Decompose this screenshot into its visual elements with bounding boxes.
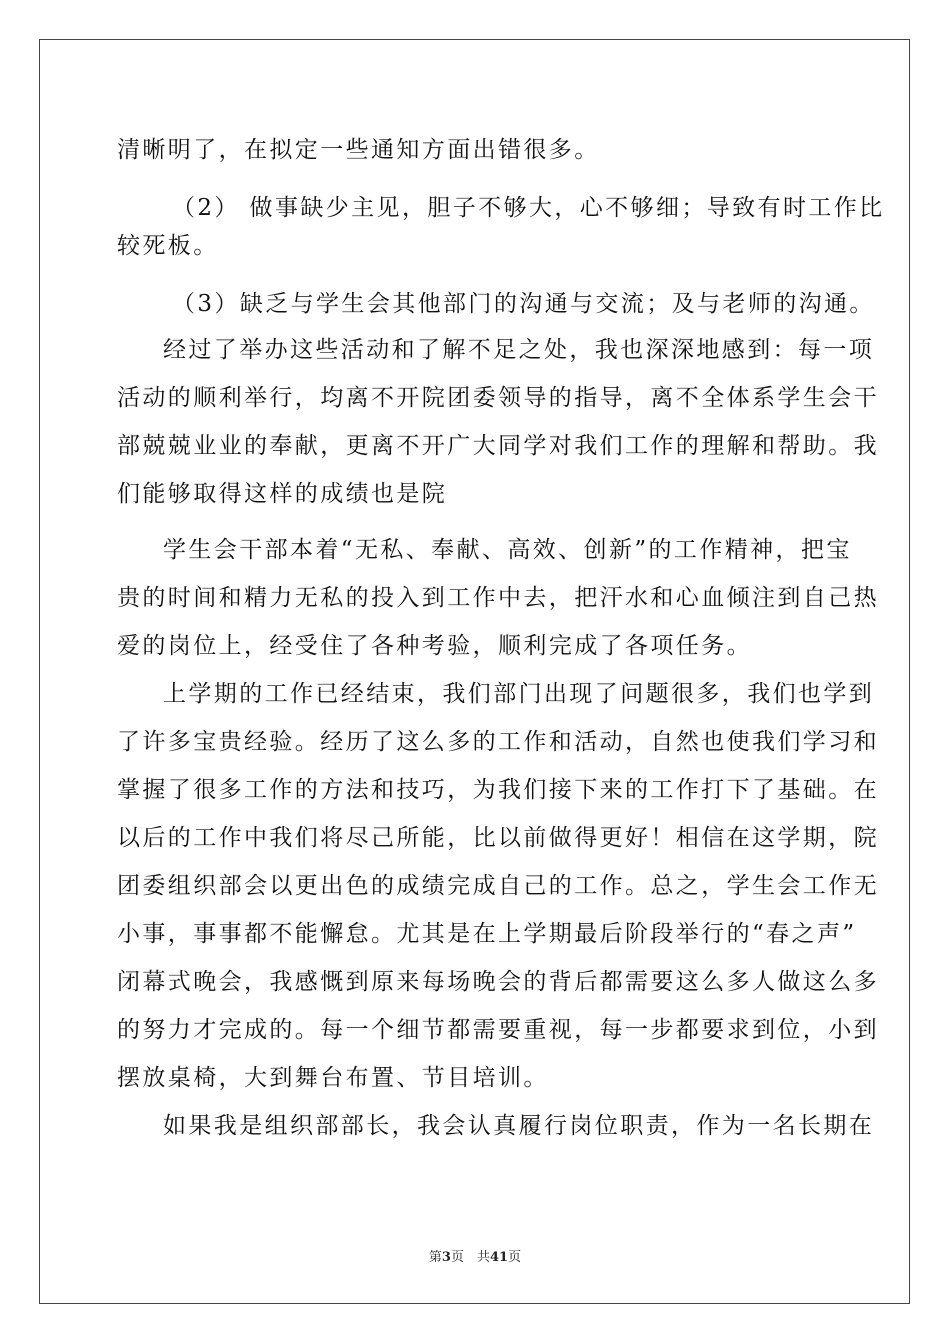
text-line: 了许多宝贵经验。经历了这么多的工作和活动，自然也使我们学习和 — [117, 729, 879, 755]
text-line: 如果我是组织部部长，我会认真履行岗位职责，作为一名长期在 — [163, 1113, 875, 1139]
text-line: 掌握了很多工作的方法和技巧，为我们接下来的工作打下了基础。在 — [117, 777, 879, 803]
text-line: 贵的时间和精力无私的投入到工作中去，把汗水和心血倾注到自己热 — [117, 585, 879, 611]
text-line: 经过了举办这些活动和了解不足之处，我也深深地感到：每一项 — [163, 337, 875, 363]
text-line: 的努力才完成的。每一个细节都需要重视，每一步都要求到位，小到 — [117, 1017, 879, 1043]
text-line: 清晰明了，在拟定一些通知方面出错很多。 — [117, 137, 600, 163]
text-line: 闭幕式晚会，我感慨到原来每场晚会的背后都需要这么多人做这么多 — [117, 969, 879, 995]
page-suffix: 页 — [508, 1250, 522, 1265]
text-line: （3）缺乏与学生会其他部门的沟通与交流；及与老师的沟通。 — [172, 291, 875, 317]
page-footer — [0, 1246, 950, 1265]
page-prefix: 第 — [428, 1250, 442, 1265]
page-total: 41 — [489, 1250, 509, 1265]
text-line: 较死板。 — [117, 233, 219, 259]
text-line: 上学期的工作已经结束，我们部门出现了问题很多，我们也学到 — [163, 681, 875, 707]
text-line: 活动的顺利举行，均离不开院团委领导的指导，离不全体系学生会干 — [117, 385, 879, 411]
text-line: 以后的工作中我们将尽己所能，比以前做得更好！相信在这学期，院 — [117, 825, 879, 851]
text-line: 部兢兢业业的奉献，更离不开广大同学对我们工作的理解和帮助。我 — [117, 433, 879, 459]
page-current: 3 — [441, 1250, 451, 1265]
text-line: 摆放桌椅，大到舞台布置、节目培训。 — [117, 1065, 549, 1091]
page-mid: 页 共 — [450, 1250, 490, 1265]
text-line: （2） 做事缺少主见，胆子不够大，心不够细；导致有时工作比 — [172, 195, 885, 221]
text-line: 小事，事事都不能懈怠。尤其是在上学期最后阶段举行的“春之声” — [117, 921, 857, 947]
text-line: 学生会干部本着“无私、奉献、高效、创新”的工作精神，把宝 — [163, 537, 852, 563]
text-line: 团委组织部会以更出色的成绩完成自己的工作。总之，学生会工作无 — [117, 873, 879, 899]
text-line: 爱的岗位上，经受住了各种考验，顺利完成了各项任务。 — [117, 633, 752, 659]
text-line: 们能够取得这样的成绩也是院 — [117, 481, 448, 507]
